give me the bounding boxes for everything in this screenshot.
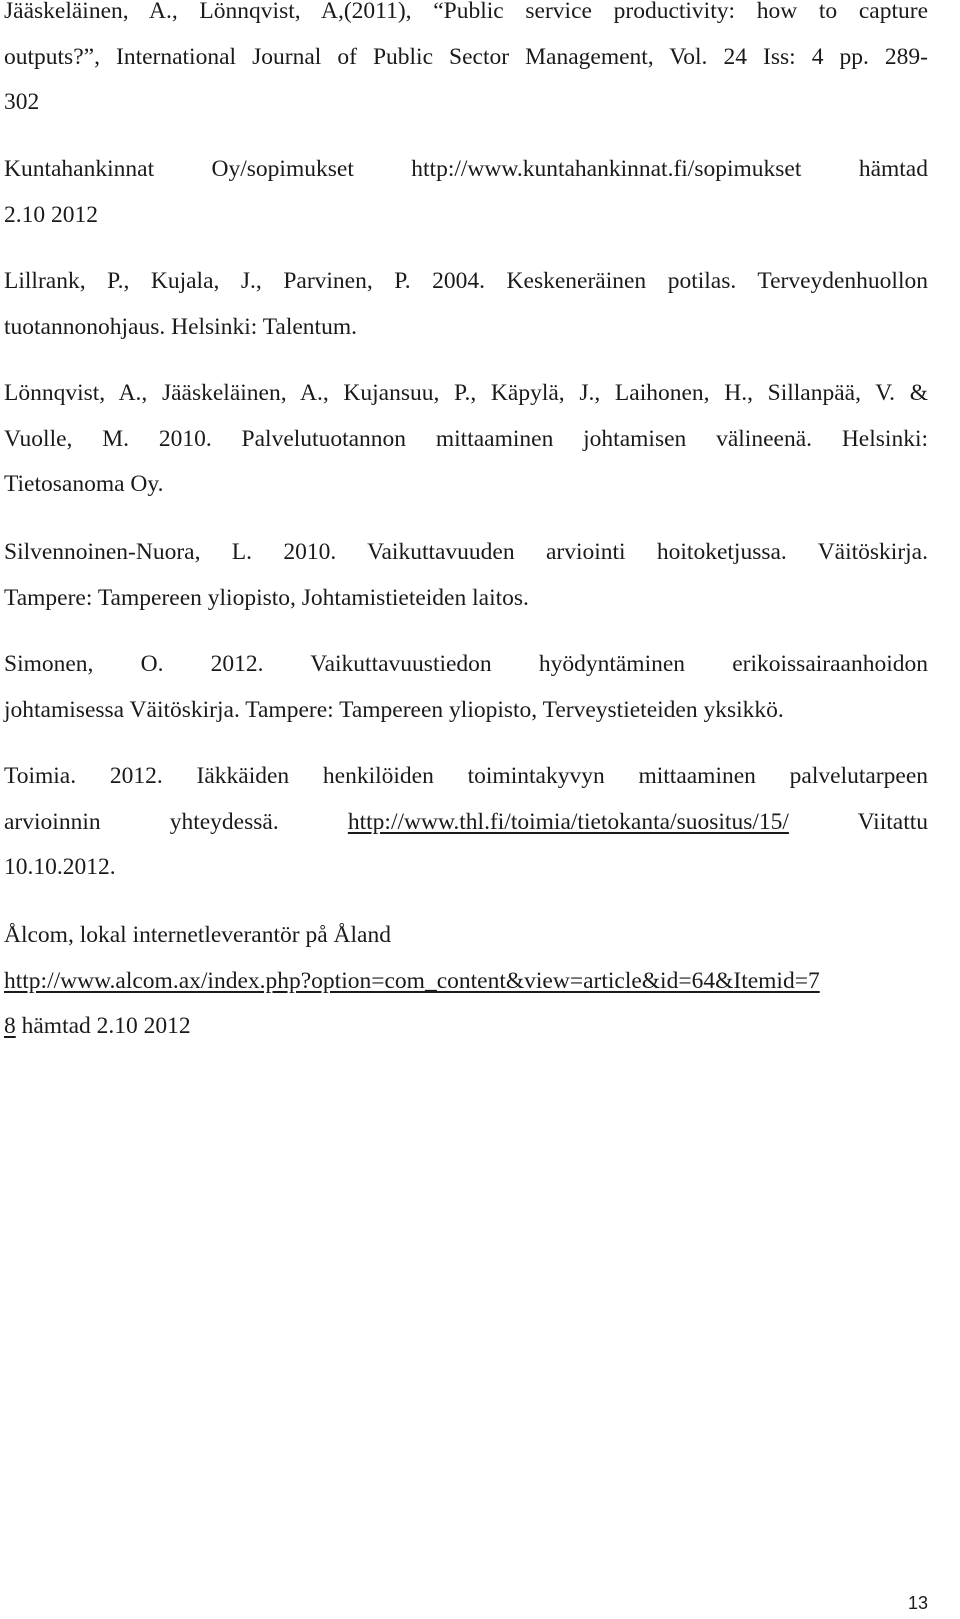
reference-simonen-2012 (4, 642, 928, 733)
reference-line (4, 800, 928, 846)
page-number: 13 (907, 1593, 928, 1613)
reference-line: Vuolle, M. 2010. Palvelutuotannon mittaaminen johtamisen välineenä. Helsinki: (4, 425, 928, 452)
reference-line: Tampere: Tampereen yliopisto, Johtamistieteiden laitos. (4, 584, 529, 611)
reference-line: Kuntahankinnat Oy/sopimukset http://www.kuntahankinnat.fi/sopimukset hämtad (4, 156, 928, 182)
reference-jaaskelainen-2011 (4, 0, 928, 126)
reference-text: arvioinnin yhteydessä. (4, 808, 279, 835)
reference-line: Simonen, O. 2012. Vaikuttavuustiedon hyödyntäminen erikoissairaanhoidon (4, 651, 928, 677)
thl-toimia-link[interactable]: http://www.thl.fi/toimia/tietokanta/suositus/15/ (347, 808, 789, 835)
reference-line (4, 1004, 928, 1050)
reference-text: Viitattu (857, 808, 929, 835)
reference-line: Toimia. 2012. Iäkkäiden henkilöiden toimintakyvyn mittaaminen palvelutarpeen (4, 763, 928, 789)
reference-line: johtamisessa Väitöskirja. Tampere: Tampereen yliopisto, Terveystieteiden yksikkö. (4, 696, 784, 723)
reference-toimia-2012 (4, 754, 928, 891)
reference-line (4, 959, 928, 1005)
alcom-link-continuation[interactable]: 8 (4, 1013, 16, 1039)
reference-line: Lönnqvist, A., Jääskeläinen, A., Kujansuu, P., Käpylä, J., Laihonen, H., Sillanpää, V. & (4, 380, 928, 406)
reference-line: Tietosanoma Oy. (4, 471, 164, 497)
reference-silvennoinen-nuora-2010 (4, 530, 928, 621)
reference-line: Silvennoinen-Nuora, L. 2010. Vaikuttavuuden arviointi hoitoketjussa. Väitöskirja. (4, 539, 928, 565)
reference-lonnqvist-2010 (4, 371, 928, 508)
reference-line: tuotannonohjaus. Helsinki: Talentum. (4, 313, 357, 340)
reference-line: Ålcom, lokal internetleverantör på Åland (4, 922, 391, 948)
alcom-link[interactable]: http://www.alcom.ax/index.php?option=com_content&view=article&id=64&Itemid=7 (4, 967, 820, 994)
reference-line: Lillrank, P., Kujala, J., Parvinen, P. 2004. Keskeneräinen potilas. Terveydenhuollon (4, 268, 928, 294)
reference-text: hämtad 2.10 2012 (15, 1013, 191, 1039)
reference-kuntahankinnat (4, 147, 928, 238)
reference-alcom (4, 913, 928, 1050)
reference-line: 10.10.2012. (4, 854, 116, 880)
reference-lillrank-2004 (4, 259, 928, 350)
reference-line: Jääskeläinen, A., Lönnqvist, A,(2011), “Public service productivity: how to capture (4, 0, 928, 24)
reference-line: 2.10 2012 (4, 201, 98, 228)
reference-line: outputs?”, International Journal of Public Sector Management, Vol. 24 Iss: 4 pp. 289- (4, 43, 928, 70)
reference-line: 302 (4, 89, 40, 115)
